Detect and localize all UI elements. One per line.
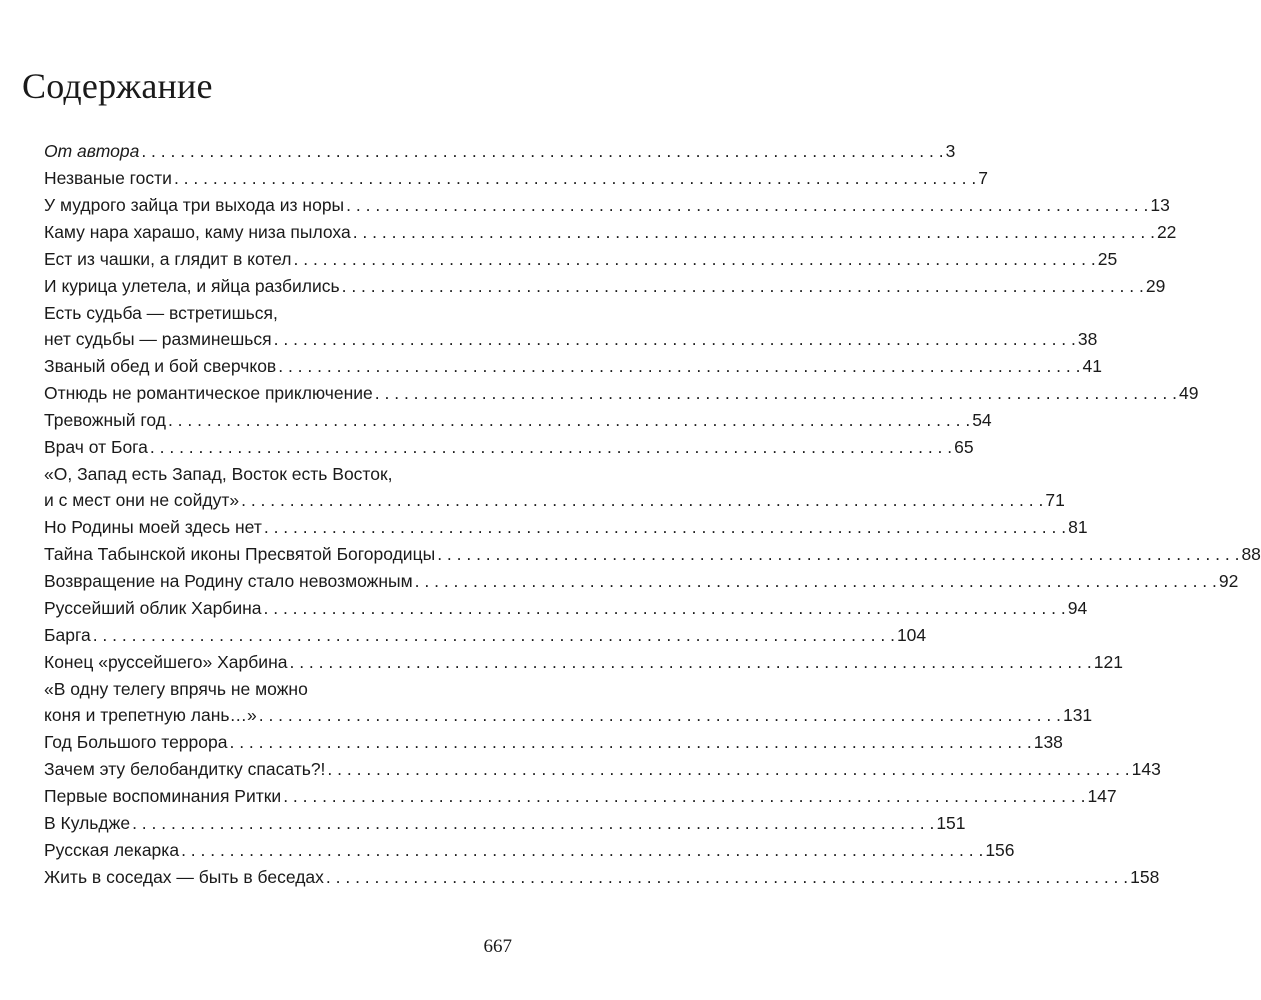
toc-entry-row [44,783,1117,809]
page-title: Содержание [22,66,213,106]
toc-entry-page: 88 [1241,544,1261,564]
toc-entry [44,219,1177,245]
toc-entry-title: У мудрого зайца три выхода из норы [44,195,345,215]
toc-entry-page: 156 [985,840,1015,860]
toc-entry-title: Год Большого террора [44,732,228,752]
toc-entry-page: 41 [1082,356,1102,376]
toc-entry-title: Русская лекарка [44,840,180,860]
toc-entry [44,192,1170,218]
dot-leader [326,864,1128,890]
toc-entry-row [44,541,1261,567]
toc-entry-title: И курица улетела, и яйца разбились [44,276,340,296]
dot-leader [415,568,1217,594]
dot-leader [375,380,1177,406]
toc-entry-page: 38 [1077,329,1098,349]
toc-entry-page: 151 [936,813,966,833]
dot-leader [353,219,1155,245]
dot-leader [346,192,1148,218]
toc-entry [44,622,927,648]
toc-entry-row [44,568,1239,594]
toc-entry-row [44,165,988,191]
toc-entry-row [44,622,927,648]
toc-entry [44,300,1098,352]
toc-entry-page: 138 [1033,732,1063,752]
toc-entry-page: 7 [978,168,988,188]
toc-entry-page: 147 [1087,786,1117,806]
toc-entry-title: Незваные гости [44,168,172,188]
dot-leader [174,165,976,191]
toc-entry [44,246,1118,272]
toc-entry [44,756,1161,782]
toc-entry-page: 94 [1067,598,1088,618]
toc-entry-row [44,407,992,433]
toc-entry-page: 158 [1130,867,1160,887]
toc-entry [44,434,974,460]
dot-leader [278,353,1080,379]
toc-entry-title: Ест из чашки, а глядит в котел [44,249,292,269]
toc-entry-title: Возвращение на Родину стало невозможным [44,571,413,591]
toc-entry-title: Отнюдь не романтическое приключение [44,383,373,403]
toc-entry-row [44,487,1065,513]
dot-leader [264,595,1066,621]
toc-entry-title: Тайна Табынской иконы Пресвятой Богородицы [44,544,436,564]
dot-leader [93,622,895,648]
toc-entry-page: 104 [896,625,927,645]
toc-entry [44,676,1093,728]
toc-entry [44,837,1015,863]
dot-leader [229,729,1031,755]
toc-entry-page: 71 [1045,490,1065,510]
dot-leader [132,810,934,836]
toc-entry-title: коня и трепетную лань…» [44,705,257,725]
toc-entry-row [44,756,1161,782]
toc-entry-title: нет судьбы — разминешься [44,329,272,349]
toc-entry [44,649,1123,675]
page-number: 667 [483,936,512,957]
dot-leader [181,837,983,863]
toc-entry [44,864,1160,890]
toc-entry [44,729,1063,755]
toc-entry [44,541,1261,567]
toc-entry-page: 81 [1068,517,1088,537]
dot-leader [168,407,970,433]
toc-entry-title-line1: «О, Запад есть Запад, Восток есть Восток, [44,464,393,484]
toc-entry-title: Но Родины моей здесь нет [44,517,262,537]
toc-entry-row [44,729,1063,755]
toc-entry [44,810,966,836]
toc-entry-row [44,810,966,836]
toc-entry [44,407,992,433]
toc-entry-page: 131 [1062,705,1093,725]
toc-entry [44,273,1166,299]
toc-entry-row [44,514,1088,540]
toc-entry-title: В Кульдже [44,813,131,833]
toc-entry-page: 121 [1093,652,1123,672]
toc-entry-row [44,273,1166,299]
toc-entry [44,783,1117,809]
toc-entry-row [44,192,1170,218]
toc-entry-title: Званый обед и бой сверчков [44,356,277,376]
toc-entry-page: 13 [1150,195,1170,215]
toc-entry [44,514,1088,540]
toc-entry-title: Врач от Бога [44,437,148,457]
toc-entry-title: Конец «руссейшего» Харбина [44,652,288,672]
toc-entry-page: 143 [1131,759,1161,779]
dot-leader [289,649,1091,675]
toc-entry [44,568,1239,594]
toc-entry-title: Тревожный год [44,410,166,430]
dot-leader [264,514,1066,540]
dot-leader [283,783,1085,809]
toc-entry-title: Каму нара харашо, каму низа пылоха [44,222,351,242]
toc-entry-page: 49 [1179,383,1199,403]
dot-leader [327,756,1129,782]
toc-entry-page: 25 [1097,249,1118,269]
dot-leader [141,138,943,164]
toc-entry-row [44,837,1015,863]
toc-entry-title-line1: «В одну телегу впрячь не можно [44,679,308,699]
toc-entry-row [44,434,974,460]
toc-entry-title: Жить в соседах — быть в беседах [44,867,324,887]
toc-entry-row [44,326,1098,352]
toc-entry [44,165,988,191]
toc-entry-row [44,219,1177,245]
toc-entry-title: Зачем эту белобандитку спасать?! [44,759,326,779]
toc-entry-title: Руссейший облик Харбина [44,598,262,618]
toc-entry-page: 22 [1156,222,1177,242]
toc-entry-title: и с мест они не сойдут» [44,490,240,510]
dot-leader [274,326,1076,352]
toc-entry-row [44,380,1199,406]
toc-entry-title-line1: Есть судьба — встретишься, [44,303,278,323]
toc-entry-page: 54 [972,410,992,430]
toc-entry [44,138,956,164]
toc-entry-row [44,702,1093,728]
toc-entry-page: 3 [945,141,956,161]
toc-entry-row [44,649,1123,675]
toc-entry-title: Первые воспоминания Ритки [44,786,282,806]
dot-leader [241,487,1043,513]
toc-entry [44,353,1102,379]
toc-entry-row [44,595,1088,621]
dot-leader [259,702,1061,728]
toc-entry-page: 65 [954,437,974,457]
toc-entry-title: Барга [44,625,91,645]
dot-leader [342,273,1144,299]
toc-entry [44,595,1088,621]
toc-entry-row [44,138,956,164]
toc-entry-row [44,864,1160,890]
dot-leader [294,246,1096,272]
table-of-contents [44,138,1261,891]
dot-leader [437,541,1239,567]
toc-entry [44,461,1065,513]
toc-entry-row [44,246,1118,272]
toc-entry-page: 92 [1218,571,1239,591]
toc-entry-title: От автора [44,141,140,161]
toc-entry-row [44,353,1102,379]
toc-entry-page: 29 [1145,276,1166,296]
toc-entry [44,380,1199,406]
dot-leader [150,434,952,460]
